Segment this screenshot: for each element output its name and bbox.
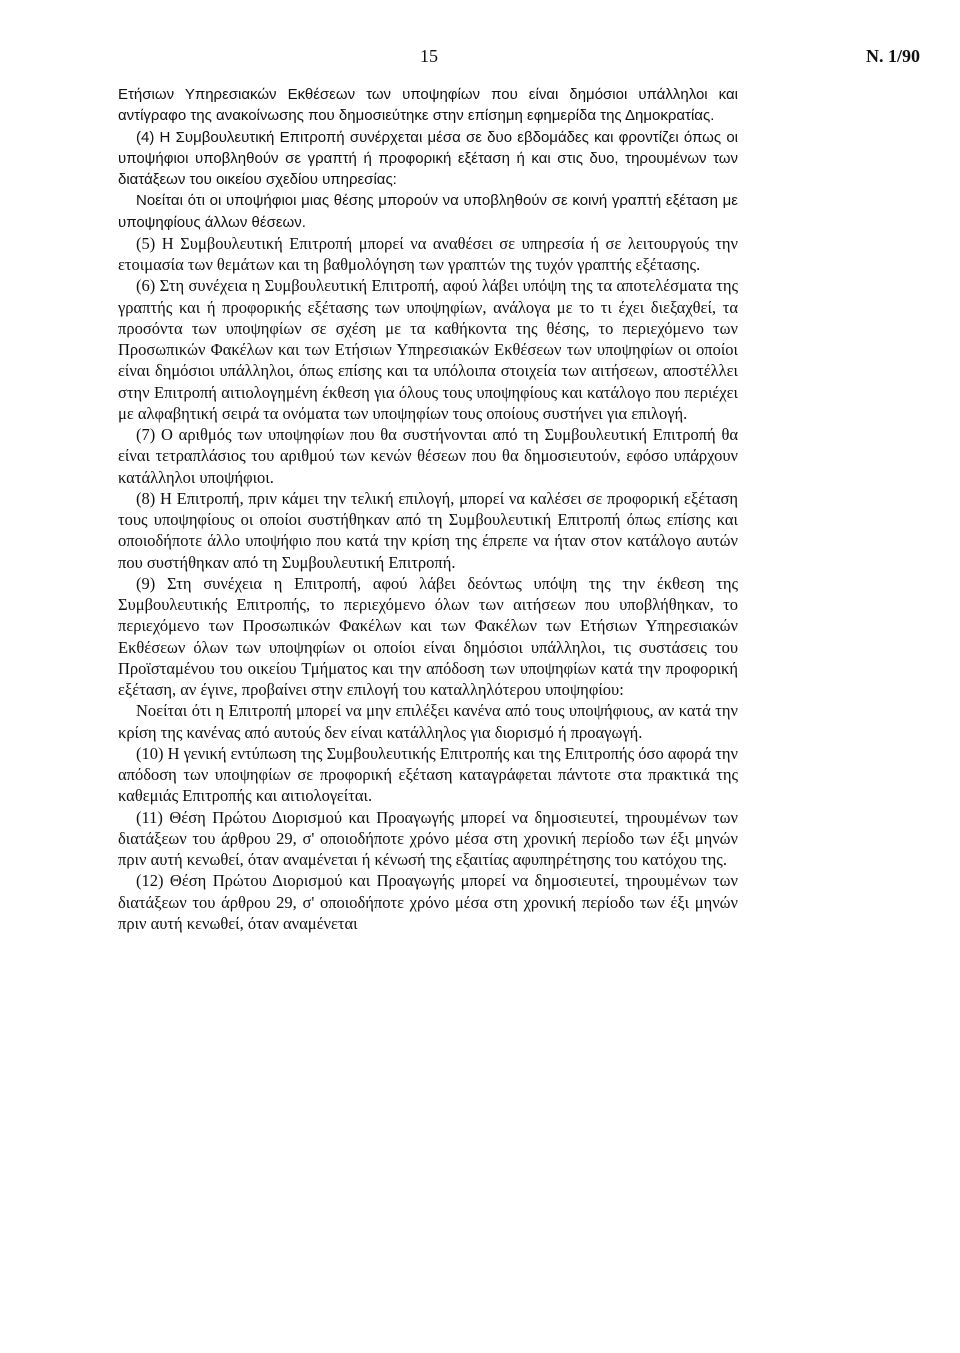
paragraph-7: (7) Ο αριθμός των υποψηφίων που θα συστήνονται από τη Συμβουλευτική Επιτροπή θα είναι τετραπλάσιος του αριθμού των κενών θέσεων που θα δημοσιευτούν, εφόσο υπάρχουν κατάλληλοι υποψήφιοι. bbox=[118, 425, 738, 487]
issue-label: Ν. 1/90 bbox=[866, 46, 920, 66]
page-number: 15 bbox=[420, 46, 438, 66]
paragraph-11: (11) Θέση Πρώτου Διορισμού και Προαγωγής μπορεί να δημοσιευτεί, τηρουμένων των διατάξεων του άρθρου 29, σ' οποιοδήποτε χρόνο μέσα στη χρονική περίοδο των έξι μηνών πριν αυτή κενωθεί, όταν αναμένεται ή κένωσή της εξαιτίας αφυπηρέτησης του κατόχου της. bbox=[118, 807, 738, 869]
paragraph-12: (12) Θέση Πρώτου Διορισμού και Προαγωγής μπορεί να δημοσιευτεί, τηρουμένων των διατάξεων του άρθρου 29, σ' οποιοδήποτε χρόνο μέσα στη χρονική περίοδο των έξι μηνών πριν αυτή κενωθεί, όταν αναμένεται bbox=[118, 871, 738, 933]
paragraph-6: (6) Στη συνέχεια η Συμβουλευτική Επιτροπή, αφού λάβει υπόψη της τα αποτελέσματα της γραπτής και ή προφορικής εξέτασης των υποψηφίων, ανάλογα με το τι έχει διεξαχθεί, τα προσόντα των υποψηφίων σε σχέση με τα καθήκοντα της θέσης, το περιεχόμενο των Προσωπικών Φακέλων και των Ετήσιων Υπηρεσιακών Εκθέσεων των υποψηφίων οι οποίοι είναι δημόσιοι υπάλληλοι, όπως επίσης και τα υπόλοιπα στοιχεία των αιτήσεων, αποστέλλει στην Επιτροπή αιτιολογημένη έκθεση για όλους τους υποψηφίους και κατάλογο που περιέχει με αλφαβητική σειρά τα ονόματα των υποψηφίων τους οποίους συστήνει για επιλογή. bbox=[118, 276, 738, 423]
paragraph-10: (10) Η γενική εντύπωση της Συμβουλευτικής Επιτροπής και της Επιτροπής όσο αφορά την απόδοση των υποψηφίων σε προφορική εξέταση καταγράφεται πάντοτε στα πρακτικά της καθεμιάς Επιτροπής και αιτιολογείται. bbox=[118, 743, 738, 806]
page-header bbox=[0, 46, 960, 74]
paragraph-9: (9) Στη συνέχεια η Επιτροπή, αφού λάβει δεόντως υπόψη της την έκθεση της Συμβουλευτικής Επιτροπής, το περιεχόμενο όλων των αιτήσεων που υποβλήθηκαν, το περιεχόμενο των Προσωπικών Φακέλων και των Φακέλων των Ετήσιων Υπηρεσιακών Εκθέσεων όλων των υποψηφίων οι οποίοι είναι δημόσιοι υπάλληλοι, τις συστάσεις του Προϊσταμένου του οικείου Τμήματος και την απόδοση των υποψηφίων κατά την προφορική εξέταση, αν έγινε, προβαίνει στην επιλογή του καταλληλότερου υποψηφίου: bbox=[118, 573, 738, 699]
paragraph-4: (4) Η Συμβουλευτική Επιτροπή συνέρχεται μέσα σε δυο εβδομάδες και φροντίζει όπως οι υποψήφιοι υποβληθούν σε γραπτή ή προφορική εξέταση ή και στις δυο, τηρουμένων των διατάξεων του οικείου σχεδίου υπηρεσίας: bbox=[118, 128, 738, 188]
paragraph-9-proviso: Νοείται ότι η Επιτροπή μπορεί να μην επιλέξει κανένα από τους υποψήφιους, αν κατά την κρίση της κανένας από αυτούς δεν είναι κατάλληλος για διορισμό ή προαγωγή. bbox=[118, 701, 738, 742]
document-body bbox=[118, 84, 738, 934]
paragraph-continuation: Ετήσιων Υπηρεσιακών Εκθέσεων των υποψηφίων που είναι δημόσιοι υπάλληλοι και αντίγραφο της ανακοίνωσης που δημοσιεύτηκε στην επίσημη εφημερίδα της Δημοκρατίας. bbox=[118, 86, 738, 125]
paragraph-4-proviso: Νοείται ότι οι υποψήφιοι μιας θέσης μπορούν να υποβληθούν σε κοινή γραπτή εξέταση με υποψηφίους άλλων θέσεων. bbox=[118, 192, 738, 231]
paragraph-8: (8) Η Επιτροπή, πριν κάμει την τελική επιλογή, μπορεί να καλέσει σε προφορική εξέταση τους υποψηφίους οι οποίοι συστήθηκαν από τη Συμβουλευτική Επιτροπή όπως επίσης και οποιοδήποτε άλλο υποψήφιο που κατά την κρίση της έπρεπε να ήταν στον κατάλογο αυτών που συστήθηκαν από τη Συμβουλευτική Επιτροπή. bbox=[118, 488, 738, 572]
paragraph-5: (5) Η Συμβουλευτική Επιτροπή μπορεί να αναθέσει σε υπηρεσία ή σε λειτουργούς την ετοιμασία των θεμάτων και τη βαθμολόγηση των γραπτών της τυχόν γραπτής εξέτασης. bbox=[118, 233, 738, 274]
